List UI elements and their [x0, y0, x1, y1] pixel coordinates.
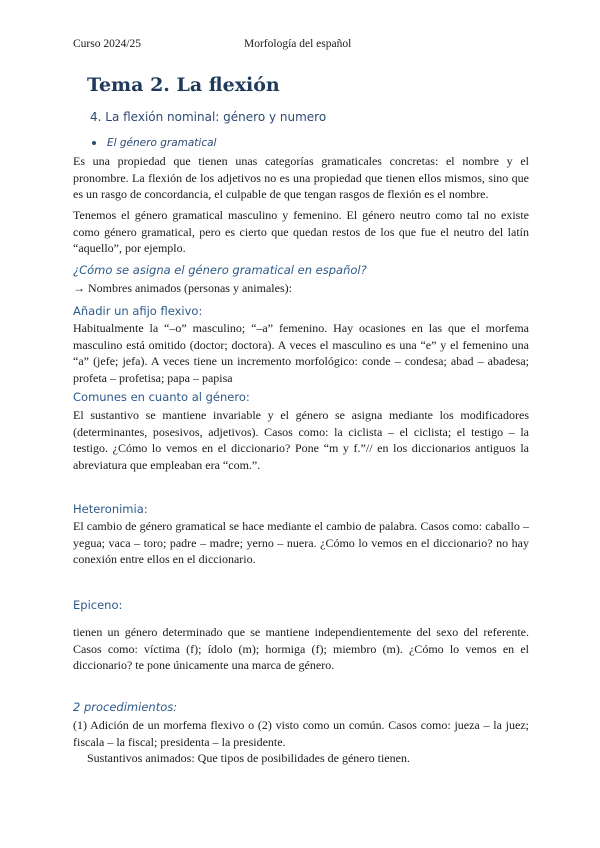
epicene-heading: Epiceno:	[73, 598, 123, 612]
affix-heading: Añadir un afijo flexivo:	[73, 304, 203, 318]
bullet-heading-text: El género gramatical	[107, 137, 217, 149]
procedures-note: Sustantivos animados: Que tipos de posibilidades de género tienen.	[87, 751, 410, 765]
paragraph-neutral: Tenemos el género gramatical masculino y femenino. El género neutro como tal no existe como género gramatical, pero es cierto que quedan restos de los que fue el neutro del latín “aquello”, por ejemplo.	[73, 208, 529, 255]
question-heading: ¿Cómo se asigna el género gramatical en español?	[73, 263, 367, 277]
common-heading: Comunes en cuanto al género:	[73, 390, 250, 404]
animates-line: → Nombres animados (personas y animales):	[73, 281, 292, 295]
header-course: Curso 2024/25	[73, 38, 142, 50]
page-title: Tema 2. La flexión	[87, 74, 280, 96]
header-subject: Morfología del español	[244, 38, 352, 50]
common-text: El sustantivo se mantiene invariable y el género se asigna mediante los modificadores (determinantes, posesivos, adjetivos). Casos como: la ciclista – el ciclista; el testigo – la testigo. ¿Cómo lo vemos en el diccionario? Pone “m y f.”// en los diccionarios antiguos la abreviatura que empleaban era “com.”.	[73, 408, 529, 472]
paragraph-intro: Es una propiedad que tienen unas categorías gramaticales concretas: el nombre y el pronombre. La flexión de los adjetivos no es una propiedad que tienen ellos mismos, sino que es un rasgo de concordancia, el culpable de que tengan rasgos de flexión es el nombre.	[73, 154, 529, 201]
epicene-text: tienen un género determinado que se mantiene independientemente del sexo del referente. Casos como: víctima (f); ídolo (m); hormiga (f); miembro (m). ¿Cómo lo vemos en el diccionario? te pone únicamente una marca de género.	[73, 625, 529, 672]
procedures-text	[73, 717, 529, 767]
bullet-icon	[92, 141, 96, 145]
procedures-heading: 2 procedimientos:	[73, 700, 178, 714]
heteronymy-text: El cambio de género gramatical se hace mediante el cambio de palabra. Casos como: caballo – yegua; vaca – toro; padre – madre; yerno – nuera. ¿Cómo lo vemos en el diccionario? no hay conexión entre ellos en el diccionario.	[73, 519, 529, 566]
heteronymy-heading: Heteronimia:	[73, 502, 148, 516]
affix-text: Habitualmente la “–o” masculino; “–a” femenino. Hay ocasiones en las que el morfema masculino está omitido (doctor; doctora). A veces el masculino es una “e” y el femenino una “a” (jefe; jefa). A veces tiene un incremento morfológico: conde – condesa; abad – abadesa; profeta – profetisa; papa – papisa	[73, 321, 529, 385]
bullet-heading	[92, 137, 216, 149]
procedures-body: (1) Adición de un morfema flexivo o (2) visto como un común. Casos como: jueza – la juez; fiscala – la fiscal; presidenta – la presidente.	[73, 718, 529, 749]
section-subtitle: 4. La flexión nominal: género y numero	[90, 110, 327, 124]
